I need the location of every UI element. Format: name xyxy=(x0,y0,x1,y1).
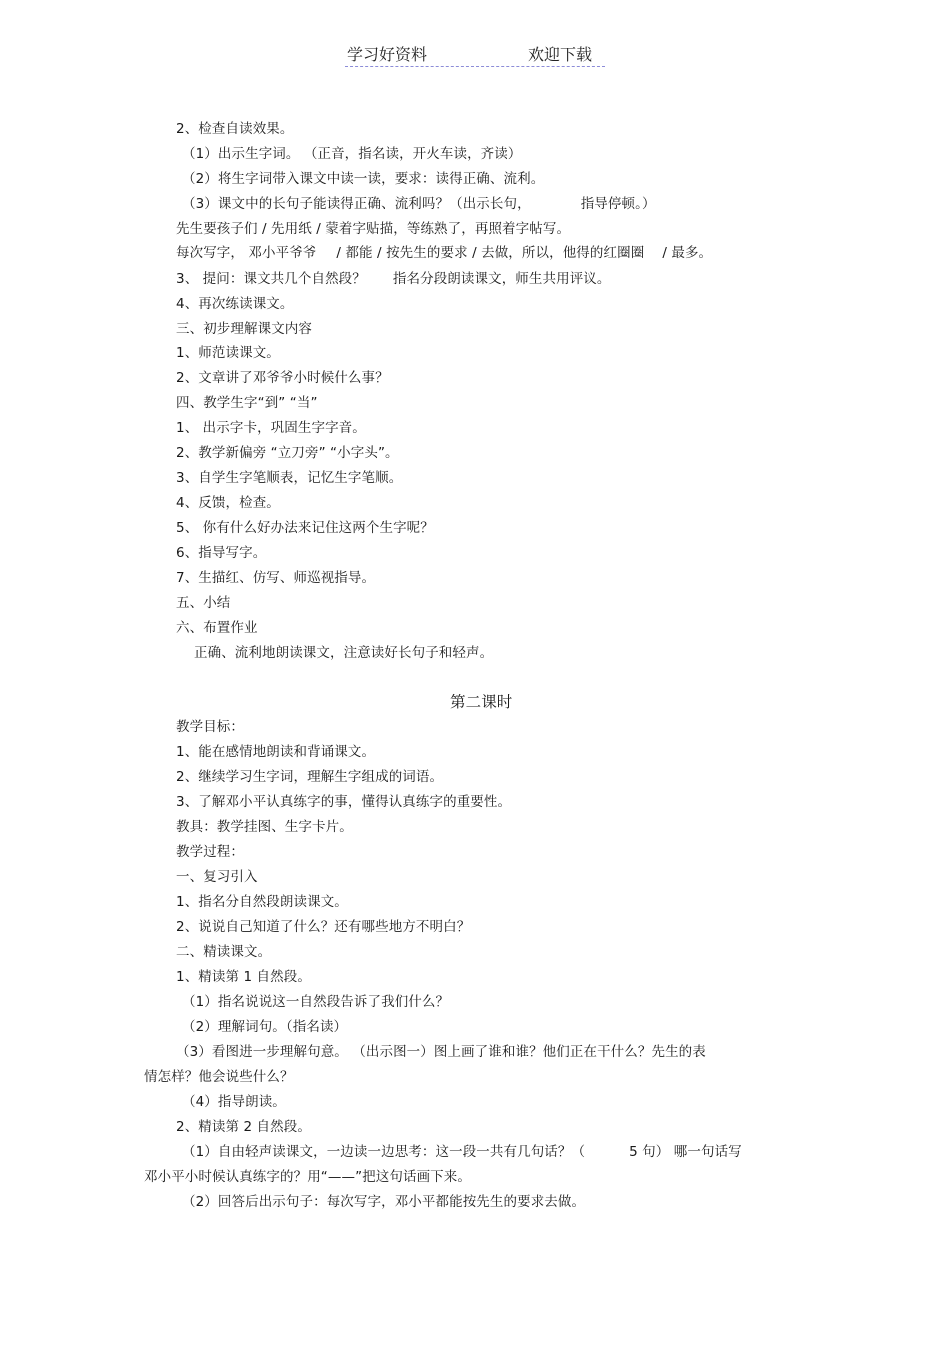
text-line: 教学目标： xyxy=(176,719,244,735)
text-line: （2）将生字词带入课文中读一读，要求：读得正确、流利。 xyxy=(182,171,545,187)
text-line: （2）回答后出示句子：每次写字，邓小平都能按先生的要求去做。 xyxy=(182,1194,586,1210)
text-line xyxy=(176,244,712,262)
text-line: 2、说说自己知道了什么？还有哪些地方不明白？ xyxy=(176,919,471,935)
text-line: 2、教学新偏旁 “立刀旁” “小字头”。 xyxy=(176,445,399,461)
section-heading: 一、复习引入 xyxy=(176,869,258,885)
text-line: 教具：教学挂图、生字卡片。 xyxy=(176,819,353,835)
text-line: 7、生描红、仿写、师巡视指导。 xyxy=(176,570,376,586)
header-right-text: 欢迎下载 xyxy=(528,45,593,64)
text-line xyxy=(176,270,611,288)
text-segment: 3、 提问：课文共几个自然段？ xyxy=(176,271,366,287)
text-line: 先生要孩子们 / 先用纸 / 蒙着字贴描，等练熟了，再照着字帖写。 xyxy=(176,221,571,237)
text-line: 1、师范读课文。 xyxy=(176,345,280,361)
text-segment: / 最多。 xyxy=(662,245,713,261)
text-segment: （1）自由轻声读课文，一边读一边思考：这一段一共有几句话？（ xyxy=(182,1144,586,1160)
section-heading: 五、小结 xyxy=(176,595,231,611)
header-left-text: 学习好资料 xyxy=(347,45,428,64)
lesson-title: 第二课时 xyxy=(450,693,513,711)
page-header xyxy=(345,40,605,67)
text-line: 3、自学生字笔顺表，记忆生字笔顺。 xyxy=(176,470,403,486)
section-heading: 六、布置作业 xyxy=(176,620,258,636)
text-line xyxy=(182,1143,742,1161)
text-line: 1、指名分自然段朗读课文。 xyxy=(176,894,348,910)
text-line: 正确、流利地朗读课文，注意读好长句子和轻声。 xyxy=(194,645,494,661)
text-line: 2、继续学习生字词，理解生字组成的词语。 xyxy=(176,769,444,785)
text-line: 4、再次练读课文。 xyxy=(176,296,294,312)
text-line: 教学过程： xyxy=(176,844,244,860)
text-line xyxy=(182,195,656,213)
text-line: 邓小平小时候认真练字的？用“——”把这句话画下来。 xyxy=(144,1169,471,1185)
text-line: （1）出示生字词。 （正音，指名读，开火车读，齐读） xyxy=(182,146,522,162)
text-line: （1）指名说说这一自然段告诉了我们什么？ xyxy=(182,994,450,1010)
text-line: （2）理解词句。（指名读） xyxy=(182,1019,348,1035)
text-line: （4）指导朗读。 xyxy=(182,1094,286,1110)
section-heading: 四、教学生字“到” “当” xyxy=(176,395,318,411)
text-line: 2、精读第 2 自然段。 xyxy=(176,1119,311,1135)
text-line: 2、检查自读效果。 xyxy=(176,121,294,137)
text-line: 情怎样？他会说些什么？ xyxy=(144,1069,294,1085)
text-segment: （3）课文中的长句子能读得正确、流利吗？（出示长句， xyxy=(182,196,531,212)
text-segment: 指名分段朗读课文，师生共用评议。 xyxy=(392,271,611,287)
text-line: 1、 出示字卡，巩固生字字音。 xyxy=(176,420,366,436)
text-line: 3、了解邓小平认真练字的事，懂得认真练字的重要性。 xyxy=(176,794,512,810)
text-line: 1、能在感情地朗读和背诵课文。 xyxy=(176,744,376,760)
text-line: 6、指导写字。 xyxy=(176,545,267,561)
text-line: 2、文章讲了邓爷爷小时候什么事？ xyxy=(176,370,389,386)
text-line: 4、反馈，检查。 xyxy=(176,495,280,511)
text-line: 5、 你有什么好办法来记住这两个生字呢？ xyxy=(176,520,434,536)
text-segment: 5 句） 哪一句话写 xyxy=(629,1144,742,1160)
text-line: （3）看图进一步理解句意。 （出示图一）图上画了谁和谁？他们正在干什么？先生的表 xyxy=(176,1044,706,1060)
text-segment: 指导停顿。） xyxy=(580,196,656,212)
text-segment: 每次写字， 邓小平爷爷 xyxy=(176,245,317,261)
section-heading: 二、精读课文。 xyxy=(176,944,272,960)
text-segment: / 都能 / 按先生的要求 / 去做，所以，他得的红圈圈 xyxy=(336,245,645,261)
text-line: 1、精读第 1 自然段。 xyxy=(176,969,311,985)
section-heading: 三、初步理解课文内容 xyxy=(176,321,312,337)
